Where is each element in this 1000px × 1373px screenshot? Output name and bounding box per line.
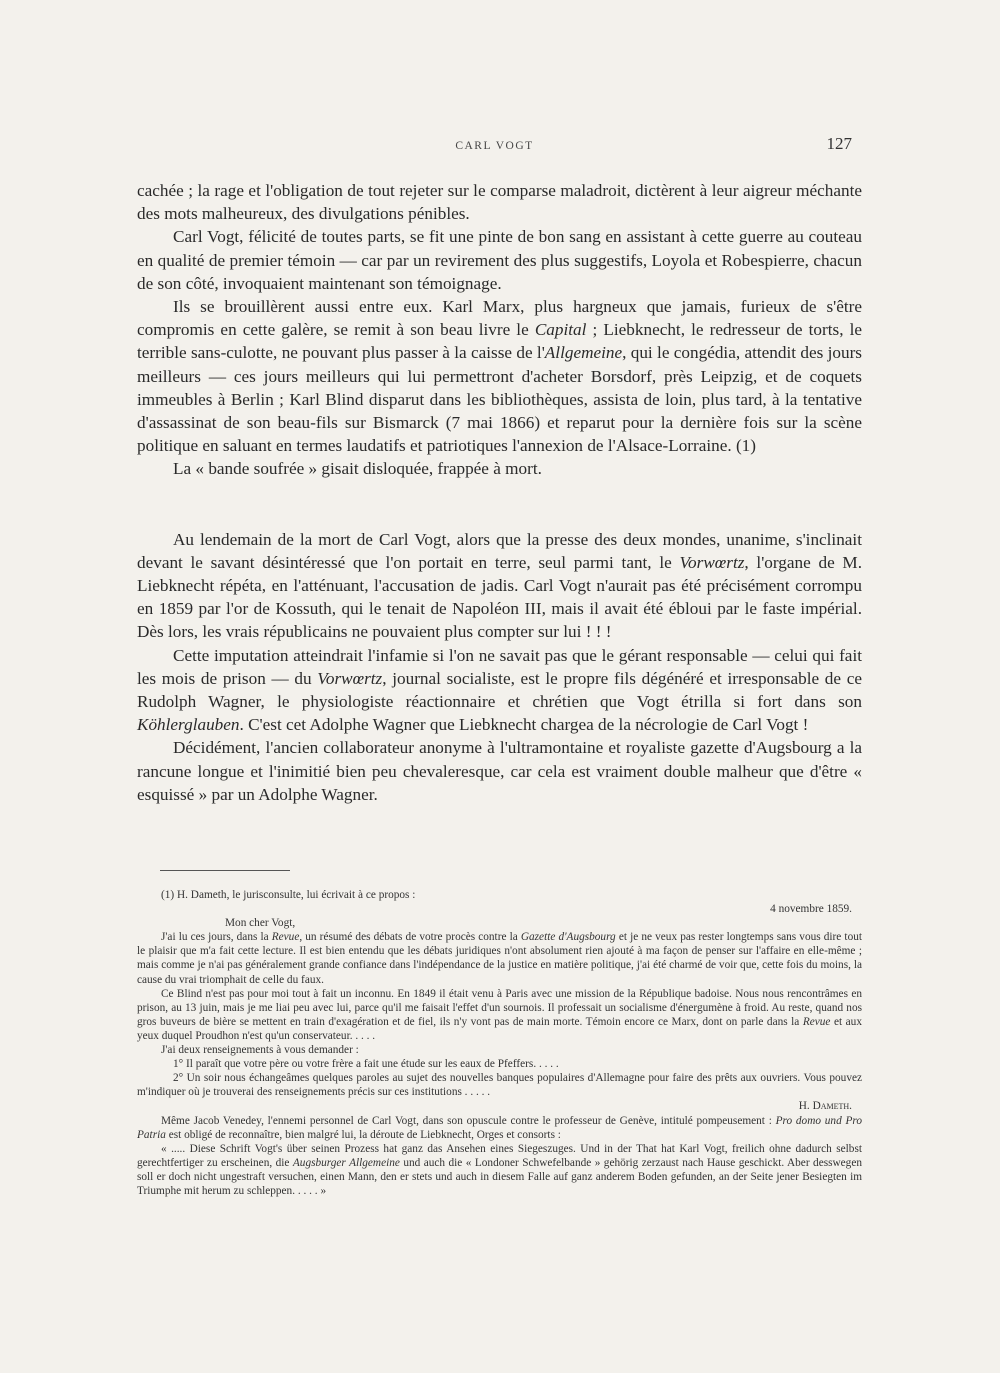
page-number: 127 bbox=[826, 134, 852, 153]
text-run: . C'est cet Adolphe Wagner que Liebknecht chargea de la nécrologie de Carl Vogt ! bbox=[239, 715, 809, 735]
footnote-quote bbox=[137, 1142, 862, 1198]
text-run: Ce Blind n'est pas pour moi tout à fait un inconnu. En 1849 il était venu à Paris avec une mission de la République badoise. Nous nous rencontrâmes en prison, au 13 juin, mais je me liai peu avec lui, parce qu'il me faisait l'effet d'un sournois. Il professait un socialisme d'énergumène à froid. Au reste, quand nos gros buveurs de bière se mettent en train d'exagération et de fiel, ils n'y vont pas de main morte. Témoin encore ce Marx, dont on parle dans la bbox=[137, 987, 862, 1028]
paragraph-1: cachée ; la rage et l'obligation de tout rejeter sur le comparse maladroit, dictèrent à leur aigreur méchante des mots malheureux, des divulgations pénibles. bbox=[137, 181, 862, 224]
letter-date: 4 novembre 1859. bbox=[770, 903, 852, 916]
text-run: Au lendemain de la mort de Carl Vogt, alors que la presse des deux mondes, unanime, s'inclinait devant le savant désintéressé que l'on portait en terre, seul parmi tant, le bbox=[137, 529, 862, 572]
footnote-paragraph-1 bbox=[137, 930, 862, 986]
text-run: , l'organe de M. Liebknecht répéta, en l'atténuant, l'accusation de jadis. Carl Vogt n'aurait pas été précisément corrompu en 1859 par l'or de Kossuth, qui le tenait de Napoléon III, mais il avait été ébloui par le faste impérial. Dès lors, les vrais républicains ne pouvaient plus compter sur lui ! ! ! bbox=[137, 552, 862, 642]
paragraph-2: Carl Vogt, félicité de toutes parts, se fit une pinte de bon sang en assistant à cette guerre au couteau en qualité de premier témoin — car par un revirement des plus suggestifs, Loyola et Robespierre, chacun de son côté, invoquaient maintenant son témoignage. bbox=[137, 227, 862, 293]
footnote-item-2: 2° Un soir nous échangeâmes quelques paroles au sujet des nouvelles banques populaires d'Allemagne pour faire des prêts aux ouvriers. Vous pouvez m'indiquer où je trouverai des renseignements précis sur ces institutions . . . . . bbox=[137, 1072, 862, 1099]
italic-title: Capital bbox=[534, 320, 587, 340]
footnote-intro: (1) H. Dameth, le jurisconsulte, lui écrivait à ce propos : bbox=[161, 889, 416, 901]
text-run: et aux yeux duquel Proudhon n'est qu'un conservateur. . . . . bbox=[137, 1015, 862, 1042]
footnote-paragraph-2 bbox=[137, 987, 862, 1043]
text-run: J'ai lu ces jours, dans la bbox=[161, 931, 272, 944]
text-run: Ils se brouillèrent aussi entre eux. Karl Marx, plus hargneux que jamais, furieux de s'être compromis en cette galère, se remit à son beau livre le bbox=[137, 297, 862, 340]
text-run: , journal socialiste, est le propre fils dégénéré et irresponsable de ce Rudolph Wagner, le physiologiste réactionnaire et chrétien que Vogt étrilla si fort dans son bbox=[137, 668, 862, 712]
paragraph-3 bbox=[137, 295, 862, 457]
italic-title: Augsburger Allgemeine bbox=[292, 1156, 400, 1169]
paragraph-6 bbox=[137, 644, 862, 737]
text-run: , qui le congédia, attendit des jours meilleurs — ces jours meilleurs qui lui permettront d'acheter Borsdorf, près Leipzig, et de coquets immeubles à Berlin ; Karl Blind disparut dans les bibliothèques, assista de loin, plus tard, à la tentative d'assassinat de son beau-fils sur Bismarck (7 mai 1866) et reparut pour la dernière fois sur la scène politique en saluant en termes laudatifs et patriotiques l'annexion de l'Alsace-Lorraine. (1) bbox=[137, 343, 862, 456]
text-run: ; Liebknecht, le redresseur de torts, le terrible sans-culotte, ne pouvant plus passer à la caisse de l' bbox=[137, 320, 862, 363]
letter-signature: H. Dameth. bbox=[798, 1100, 852, 1113]
text-run: und auch die « Londoner Schwefelbande » gehörig zerzaust nach Hause geschickt. Aber desswegen soll er doch nicht ungestraft versuchen, einen Mann, den er stets und auch in diesem Falle auf ganz anderem Boden gefunden, an der Seite jener Besiegten im Triumphe mit herum zu schleppen. . . . . » bbox=[137, 1156, 862, 1197]
italic-title: Vorwœrtz bbox=[317, 668, 383, 688]
footnote-paragraph-4 bbox=[137, 1114, 862, 1142]
italic-title: Allgemeine bbox=[544, 343, 623, 363]
running-title: CARL VOGT bbox=[455, 140, 534, 152]
text-run: , un résumé des débats de votre procès contre la bbox=[299, 931, 521, 944]
paragraph-4: La « bande soufrée » gisait disloquée, frappée à mort. bbox=[173, 459, 542, 479]
paragraph-7: Décidément, l'ancien collaborateur anonyme à l'ultramontaine et royaliste gazette d'Augsbourg a la rancune longue et l'inimitié bien peu chevaleresque, car cela est vraiment double malheur que d'être « esquissé » par un Adolphe Wagner. bbox=[137, 738, 862, 804]
italic-title: Vorwœrtz bbox=[679, 552, 745, 572]
footnote-item-1: 1° Il paraît que votre père ou votre frère a fait une étude sur les eaux de Pfeffers. . . . . bbox=[173, 1058, 559, 1071]
letter-salutation: Mon cher Vogt, bbox=[225, 917, 296, 930]
text-run: et je ne veux pas rester longtemps sans vous dire tout le plaisir que m'a fait cette lecture. Il est bien entendu que les débats juridiques n'ont absolument rien ajouté à ma façon de penser sur l'affaire en elle-même ; mais comme je n'ai pas généralement grande confiance dans l'indépendance de la justice en matière politique, j'ai été charmé de voir que, cette fois du moins, la cause du vrai triomphait de celle du faux. bbox=[137, 931, 863, 986]
paragraph-5 bbox=[137, 528, 862, 644]
text-run: est obligé de reconnaître, bien malgré lui, la déroute de Liebknecht, Orges et consorts : bbox=[165, 1128, 561, 1141]
italic-title: Revue bbox=[802, 1015, 831, 1028]
footnotes bbox=[137, 888, 862, 1198]
text-run: Cette imputation atteindrait l'infamie si l'on ne savait pas que le gérant responsable — celui qui fait les mois de prison — du bbox=[137, 645, 862, 688]
text-run: « ..... Diese Schrift Vogt's über seinen Prozess hat ganz das Ansehen eines Siegeszuges. Und in der That hat Karl Vogt, freilich ohne dadurch selbst gerechtfertiger zu erscheinen, die bbox=[137, 1142, 862, 1169]
footnote-paragraph-3: J'ai deux renseignements à vous demander : bbox=[161, 1044, 359, 1057]
italic-title: Gazette d'Augsbourg bbox=[520, 931, 616, 944]
italic-title: Revue bbox=[271, 931, 300, 944]
footnote-divider bbox=[160, 870, 290, 871]
italic-title: Pro domo und Pro Patria bbox=[137, 1114, 863, 1141]
text-run: Même Jacob Venedey, l'ennemi personnel de Carl Vogt, dans son opuscule contre le professeur de Genève, intitulé pompeusement : bbox=[161, 1114, 776, 1127]
page-header bbox=[137, 136, 852, 160]
main-text bbox=[137, 179, 862, 806]
italic-title: Köhlerglauben bbox=[137, 715, 240, 735]
